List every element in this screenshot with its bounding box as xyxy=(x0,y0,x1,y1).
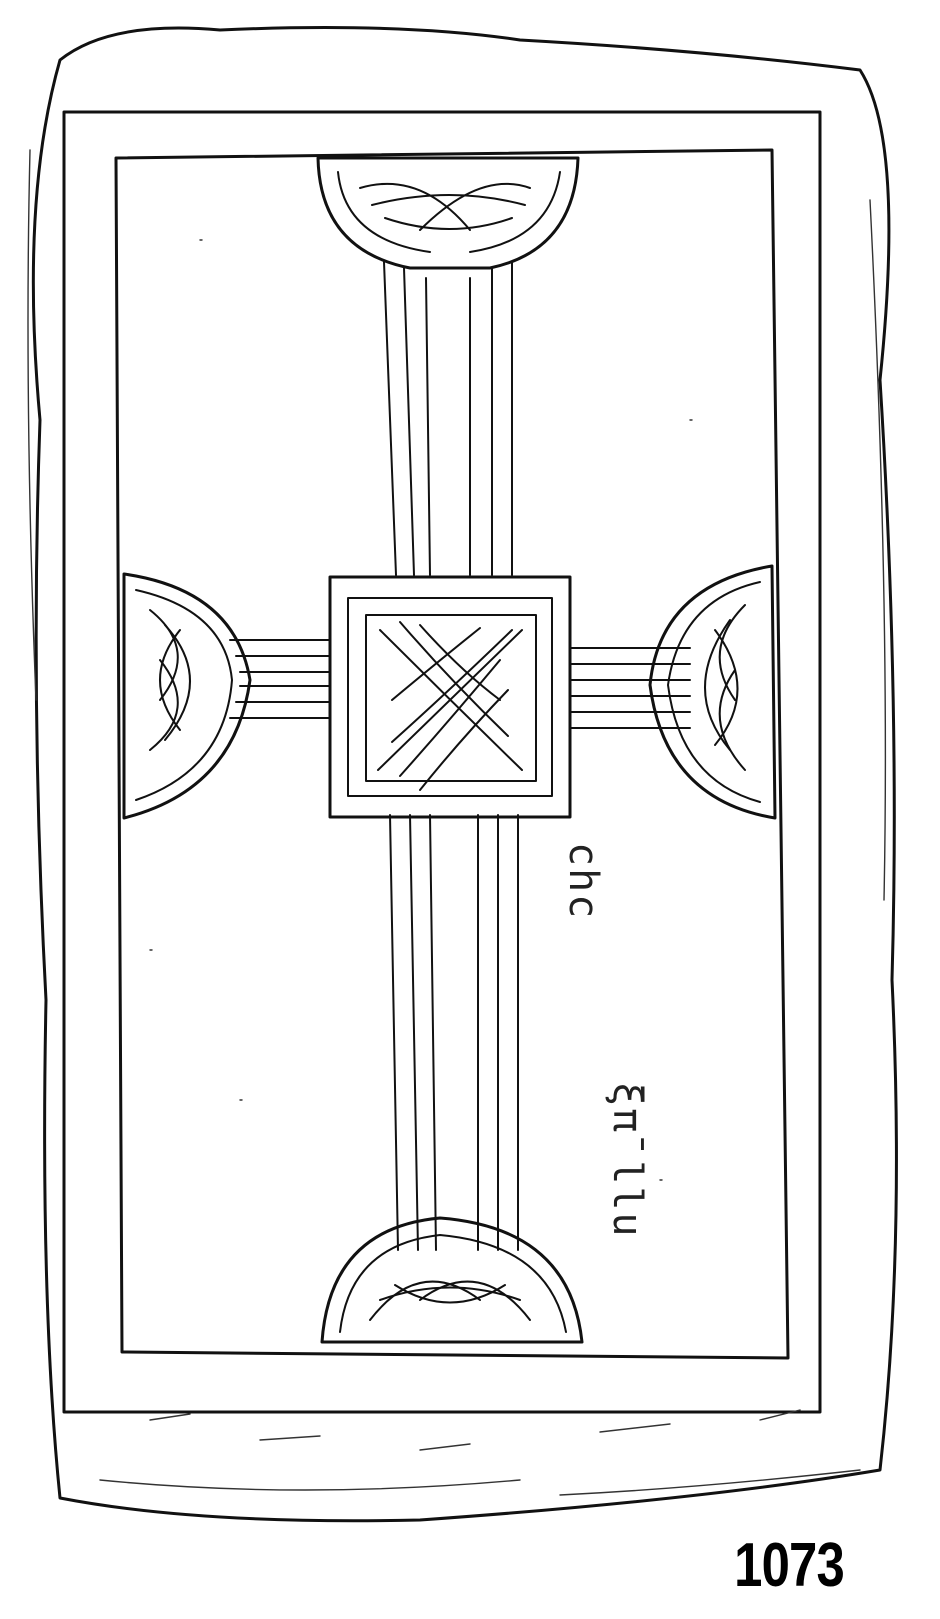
top-terminal xyxy=(318,158,578,268)
cross-arm xyxy=(230,640,690,728)
inscription-chc: chc xyxy=(560,842,606,921)
right-terminal xyxy=(650,566,775,818)
stone-texture xyxy=(150,240,800,1450)
catalogue-number: 1073 xyxy=(734,1531,844,1600)
stone-outline xyxy=(33,28,896,1521)
bottom-terminal xyxy=(322,1218,582,1342)
cross-shaft xyxy=(384,262,518,1250)
left-terminal xyxy=(124,574,250,818)
inner-panel xyxy=(116,150,788,1358)
inscription-name: ξπ̄ llu xyxy=(604,1082,650,1239)
central-knot xyxy=(330,577,570,817)
